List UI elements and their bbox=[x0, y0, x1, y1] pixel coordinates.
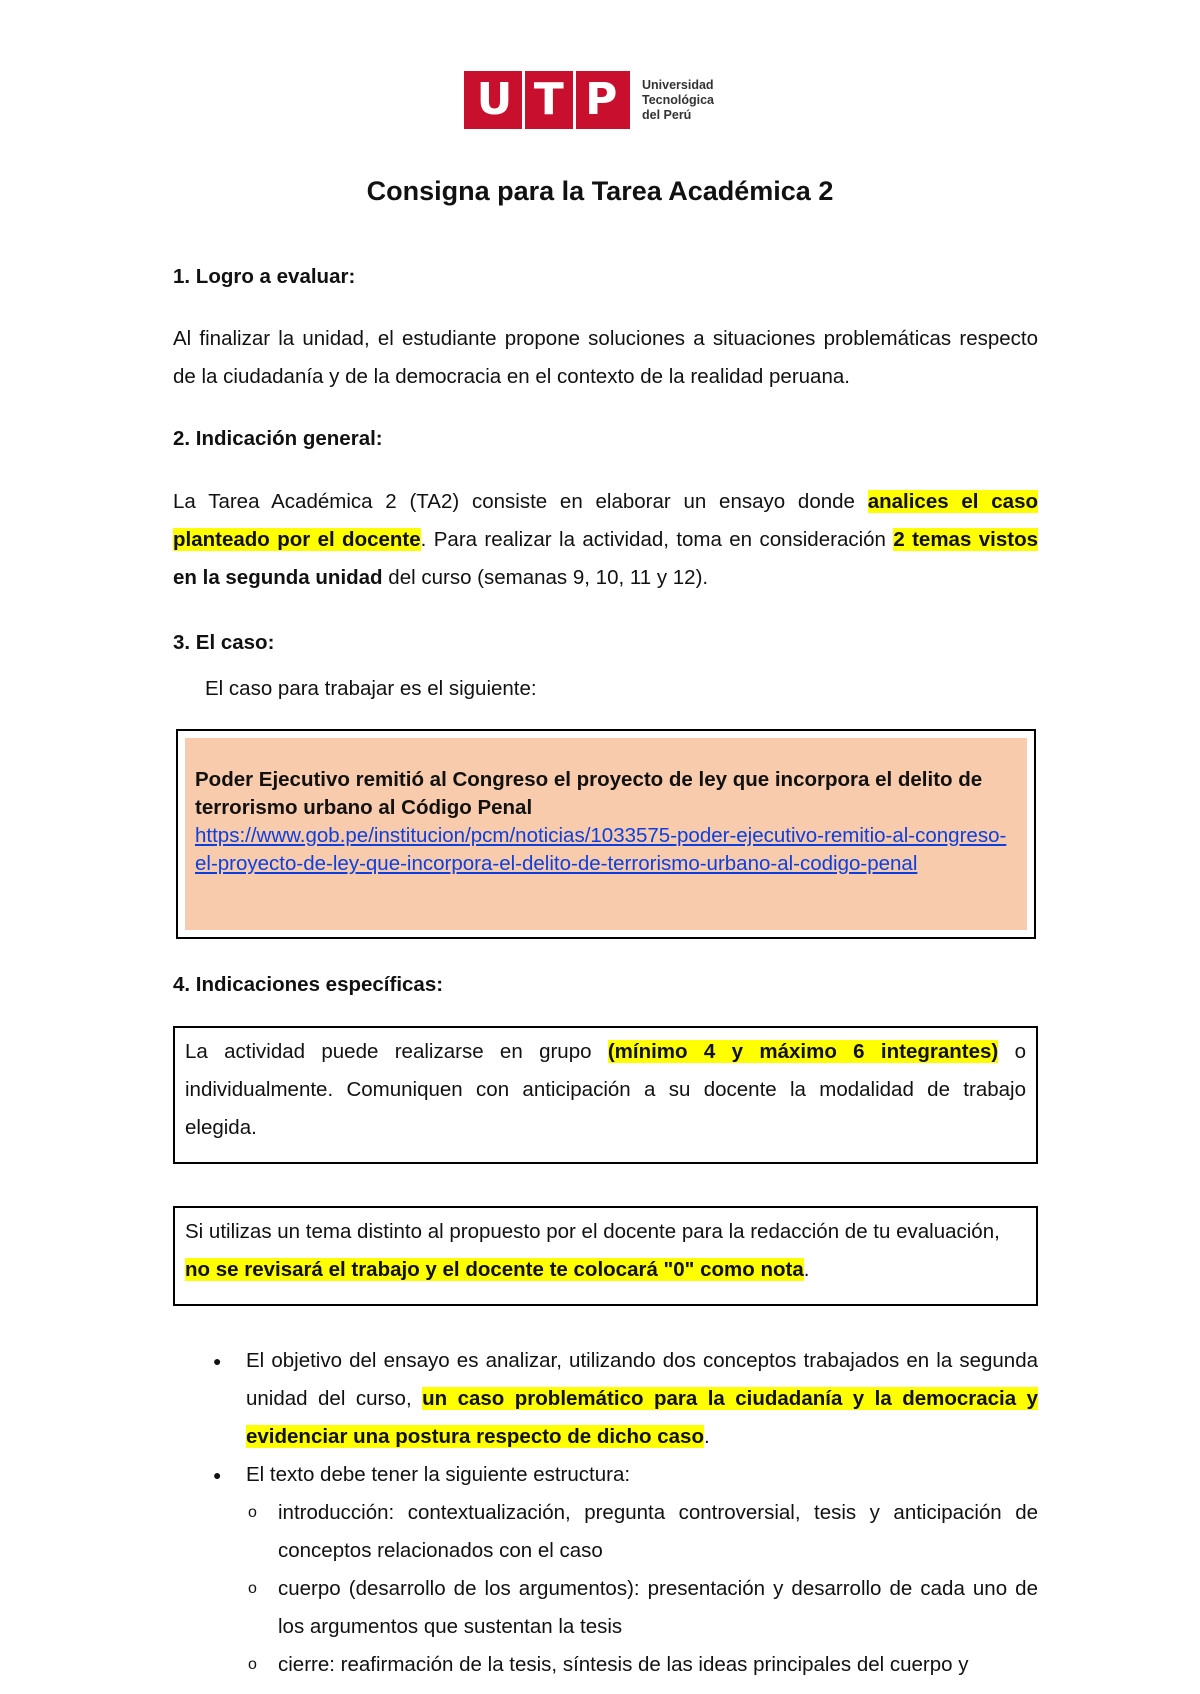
case-title: Poder Ejecutivo remitió al Congreso el proyecto de ley que incorpora el delito de terrorismo urbano al Código Penal bbox=[195, 768, 983, 819]
section-1-heading: 1. Logro a evaluar: bbox=[173, 265, 356, 288]
warning-box bbox=[173, 1206, 1038, 1306]
logo-line-1: Universidad bbox=[642, 77, 714, 92]
utp-logo bbox=[464, 71, 714, 129]
sub-list-item bbox=[173, 1646, 1038, 1684]
page-title: Consigna para la Tarea Académica 2 bbox=[366, 176, 834, 206]
sub-list-item bbox=[173, 1494, 1038, 1570]
case-box bbox=[176, 729, 1036, 939]
circle-bullet-icon: o bbox=[248, 1580, 257, 1597]
logo-wordmark bbox=[642, 78, 714, 123]
logo-letter-u: U bbox=[476, 74, 513, 125]
list-item bbox=[173, 1342, 1038, 1456]
section-2-text bbox=[173, 483, 1038, 597]
section-2-part-3: del curso (semanas 9, 10, 11 y 12). bbox=[382, 566, 709, 589]
sub-item-2-text: cuerpo (desarrollo de los argumentos): presentación y desarrollo de cada uno de los argumentos que sustentan la tesis bbox=[278, 1577, 1038, 1638]
case-link[interactable]: https://www.gob.pe/institucion/pcm/noticias/1033575-poder-ejecutivo-remitio-al-congreso-el-proyecto-de-ley-que-incorpora-el-delito-de-terrorismo-urbano-al-codigo-penal bbox=[195, 824, 1007, 875]
list-item bbox=[173, 1456, 1038, 1494]
section-2-part-1: La Tarea Académica 2 (TA2) consiste en elaborar un ensayo donde bbox=[173, 490, 868, 513]
bullet-icon: ● bbox=[213, 1467, 222, 1483]
section-2-bold: en la segunda unidad bbox=[173, 566, 383, 589]
bullet-1-part-2: . bbox=[703, 1425, 710, 1448]
section-2-highlight-1: analices el caso planteado por el docente bbox=[173, 490, 1038, 551]
group-part-2: o individualmente. Comuniquen con anticipación a su docente la modalidad de trabajo elegida. bbox=[185, 1040, 1026, 1139]
group-work-box bbox=[173, 1026, 1038, 1164]
logo-line-3: del Perú bbox=[642, 107, 692, 122]
sub-list-item bbox=[173, 1570, 1038, 1646]
section-3-heading: 3. El caso: bbox=[173, 631, 275, 654]
group-part-1: La actividad puede realizarse en grupo bbox=[185, 1040, 608, 1063]
logo-mark bbox=[464, 71, 630, 129]
section-4-heading: 4. Indicaciones específicas: bbox=[173, 973, 444, 996]
bullet-icon: ● bbox=[213, 1353, 222, 1369]
warning-part-1: Si utilizas un tema distinto al propuesto por el docente para la redacción de tu evaluación, bbox=[185, 1220, 1000, 1243]
logo-letter-p: P bbox=[585, 74, 618, 125]
bullet-1-highlight: un caso problemático para la ciudadanía y la democracia y evidenciar una postura respecto de dicho caso bbox=[246, 1387, 1038, 1448]
warning-highlight: no se revisará el trabajo y el docente te colocará "0" como nota bbox=[185, 1258, 804, 1281]
circle-bullet-icon: o bbox=[248, 1656, 257, 1673]
case-content bbox=[185, 738, 1027, 930]
warning-part-2: . bbox=[803, 1258, 810, 1281]
sub-item-1-text: introducción: contextualización, pregunta controversial, tesis y anticipación de conceptos relacionados con el caso bbox=[278, 1501, 1038, 1562]
bullet-2-text: El texto debe tener la siguiente estructura: bbox=[246, 1463, 631, 1486]
section-3-intro: El caso para trabajar es el siguiente: bbox=[205, 677, 537, 700]
group-highlight: (mínimo 4 y máximo 6 integrantes) bbox=[607, 1040, 999, 1063]
section-2-part-2: . Para realizar la actividad, toma en consideración bbox=[420, 528, 894, 551]
sub-item-3-text: cierre: reafirmación de la tesis, síntesis de las ideas principales del cuerpo y bbox=[278, 1653, 969, 1676]
section-2-heading: 2. Indicación general: bbox=[173, 427, 383, 450]
section-2-highlight-2: 2 temas vistos bbox=[893, 528, 1038, 551]
bullet-1-part-1: El objetivo del ensayo es analizar, utilizando dos conceptos trabajados en la segunda unidad del curso, bbox=[246, 1349, 1038, 1410]
section-1-text: Al finalizar la unidad, el estudiante propone soluciones a situaciones problemáticas respecto de la ciudadanía y de la democracia en el contexto de la realidad peruana. bbox=[173, 327, 1038, 388]
bullet-list bbox=[173, 1342, 1038, 1684]
circle-bullet-icon: o bbox=[248, 1504, 257, 1521]
logo-letter-t: T bbox=[533, 74, 564, 125]
logo-line-2: Tecnológica bbox=[642, 92, 715, 107]
